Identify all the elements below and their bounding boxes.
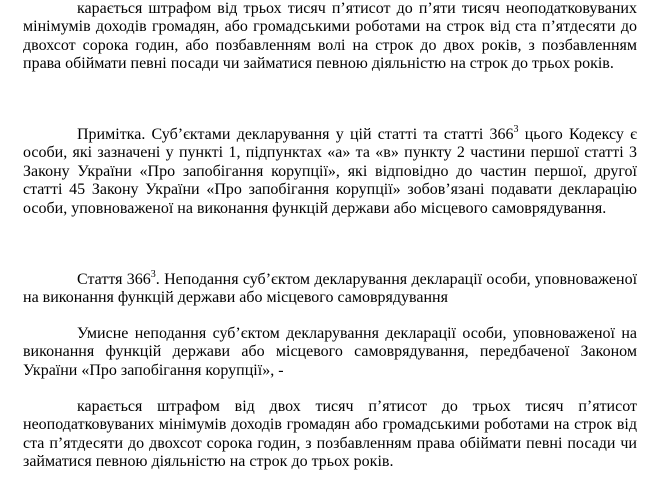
- note-paragraph: [23, 123, 637, 218]
- article-heading-number: Стаття 366: [77, 271, 151, 288]
- offense-paragraph: Умисне неподання суб’єктом декларування декларації особи, уповноваженої на виконання функцій держави або місцевого самоврядування, передбаченої Законом України «Про запобігання корупції», -: [23, 325, 637, 379]
- penalty-paragraph-1: карається штрафом від трьох тисяч п’ятисот до п’яти тисяч неоподатковуваних мінімумів доходів громадян, або громадськими роботами на строк від ста п’ятдесяти до двохсот сорока годин, або позбавленням волі на строк до двох років, з позбавленням права обіймати певні посади чи займатися певною діяльністю на строк до трьох років.: [23, 0, 637, 73]
- penalty-paragraph-2: карається штрафом від двох тисяч п’ятисот до трьох тисяч п’ятисот неоподатковуваних мінімумів доходів громадян або громадськими роботами на строк від ста п’ятдесяти до двохсот сорока годин, з позбавленням права обіймати певні посади чи займатися певною діяльністю на строк до трьох років.: [23, 398, 637, 471]
- note-text-end: цього Кодексу є особи, які зазначені у пункті 1, підпунктах «а» та «в» пункту 2 частини першої статті 3 Закону України «Про запобігання корупції», які відповідно до частин першої, другої статті 45 Закону України «Про запобігання корупції» зобов’язані подавати декларацію особи, уповноваженої на виконання функцій держави або місцевого самоврядування.: [23, 126, 637, 217]
- article-heading-superscript: 3: [150, 268, 156, 280]
- article-heading-title: . Неподання суб’єктом декларування декларації особи, уповноваженої на виконання функцій держави або місцевого самоврядування: [23, 271, 638, 307]
- note-text-start: Примітка. Суб’єктами декларування у цій статті та статті 366: [77, 126, 514, 143]
- note-article-superscript: 3: [513, 123, 519, 135]
- article-heading: [23, 268, 638, 308]
